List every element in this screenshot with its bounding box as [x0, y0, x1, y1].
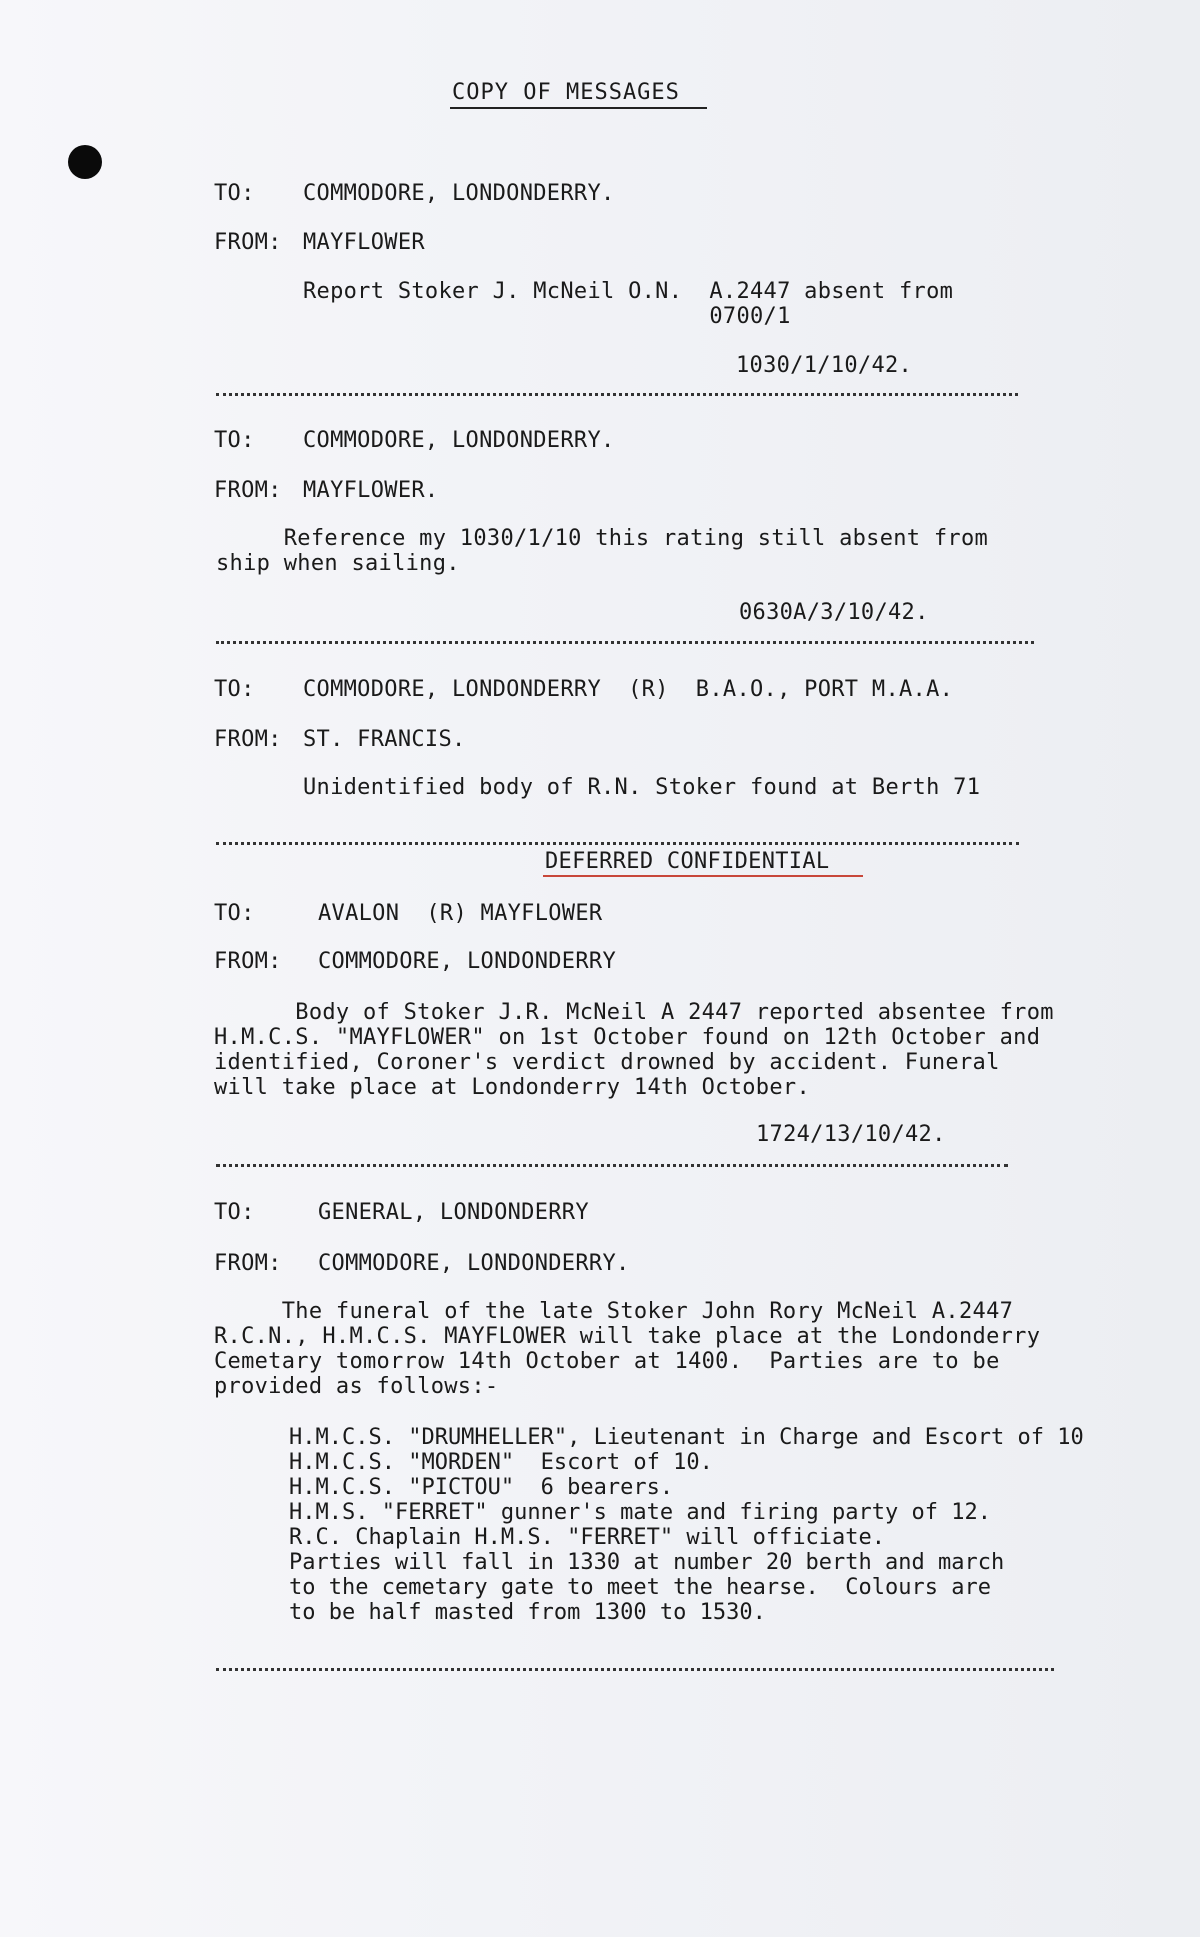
message-5-to-label: TO: [214, 1200, 255, 1225]
separator-2 [216, 641, 1034, 646]
message-2-datetime: 0630A/3/10/42. [739, 600, 929, 625]
message-1-from: MAYFLOWER [303, 230, 425, 255]
message-3-from-label: FROM: [214, 727, 282, 752]
message-2-from-label: FROM: [214, 478, 282, 503]
message-5-parties-list: H.M.C.S. "DRUMHELLER", Lieutenant in Charge and Escort of 10 H.M.C.S. "MORDEN" Escort of 10. H.M.C.S. "PICTOU" 6 bearers. H.M.S. "FERRET" gunner's mate and firing party of 12. R.C. Chaplain H.M.S. "FERRET" will officiate. Parties will fall in 1330 at number 20 berth and march to the cemetary gate to meet the hearse. Colours are to be half masted from 1300 to 1530. [289, 1425, 1084, 1625]
message-3-body: Unidentified body of R.N. Stoker found at Berth 71 [303, 775, 981, 800]
message-4-from: COMMODORE, LONDONDERRY [318, 949, 616, 974]
message-5-from: COMMODORE, LONDONDERRY. [318, 1251, 630, 1276]
separator-5 [216, 1668, 1054, 1673]
message-2-to: COMMODORE, LONDONDERRY. [303, 428, 615, 453]
message-3-to-label: TO: [214, 677, 255, 702]
message-2-to-label: TO: [214, 428, 255, 453]
message-5-body: The funeral of the late Stoker John Rory McNeil A.2447 R.C.N., H.M.C.S. MAYFLOWER will take place at the Londonderry Cemetary tomorrow 14th October at 1400. Parties are to be provided as follows:- [214, 1299, 1041, 1399]
deferred-confidential-heading: DEFERRED CONFIDENTIAL [545, 849, 830, 874]
message-4-body: Body of Stoker J.R. McNeil A 2447 reported absentee from H.M.C.S. "MAYFLOWER" on 1st October found on 12th October and identified, Coroner's verdict drowned by accident. Funeral will take place at Londonderry 14th October. [214, 1000, 1054, 1100]
message-4-to: AVALON (R) MAYFLOWER [318, 901, 603, 926]
title-underline [450, 107, 707, 109]
page-title: COPY OF MESSAGES [452, 80, 680, 105]
message-1-body: Report Stoker J. McNeil O.N. A.2447 absent from 0700/1 [303, 279, 954, 329]
message-5-from-label: FROM: [214, 1251, 282, 1276]
message-1-to: COMMODORE, LONDONDERRY. [303, 181, 615, 206]
message-3-to: COMMODORE, LONDONDERRY (R) B.A.O., PORT M.A.A. [303, 677, 954, 702]
message-5-to: GENERAL, LONDONDERRY [318, 1200, 589, 1225]
separator-1 [216, 393, 1018, 398]
message-2-from: MAYFLOWER. [303, 478, 439, 503]
message-1-datetime: 1030/1/10/42. [736, 353, 913, 378]
message-4-to-label: TO: [214, 901, 255, 926]
message-4-from-label: FROM: [214, 949, 282, 974]
message-1-to-label: TO: [214, 181, 255, 206]
separator-3 [216, 842, 1019, 847]
punch-hole [68, 145, 102, 179]
message-4-datetime: 1724/13/10/42. [756, 1122, 946, 1147]
separator-4 [216, 1164, 1008, 1169]
message-2-body: Reference my 1030/1/10 this rating still absent from ship when sailing. [216, 526, 989, 576]
message-3-from: ST. FRANCIS. [303, 727, 466, 752]
message-1-from-label: FROM: [214, 230, 282, 255]
deferred-heading-underline [543, 875, 863, 877]
